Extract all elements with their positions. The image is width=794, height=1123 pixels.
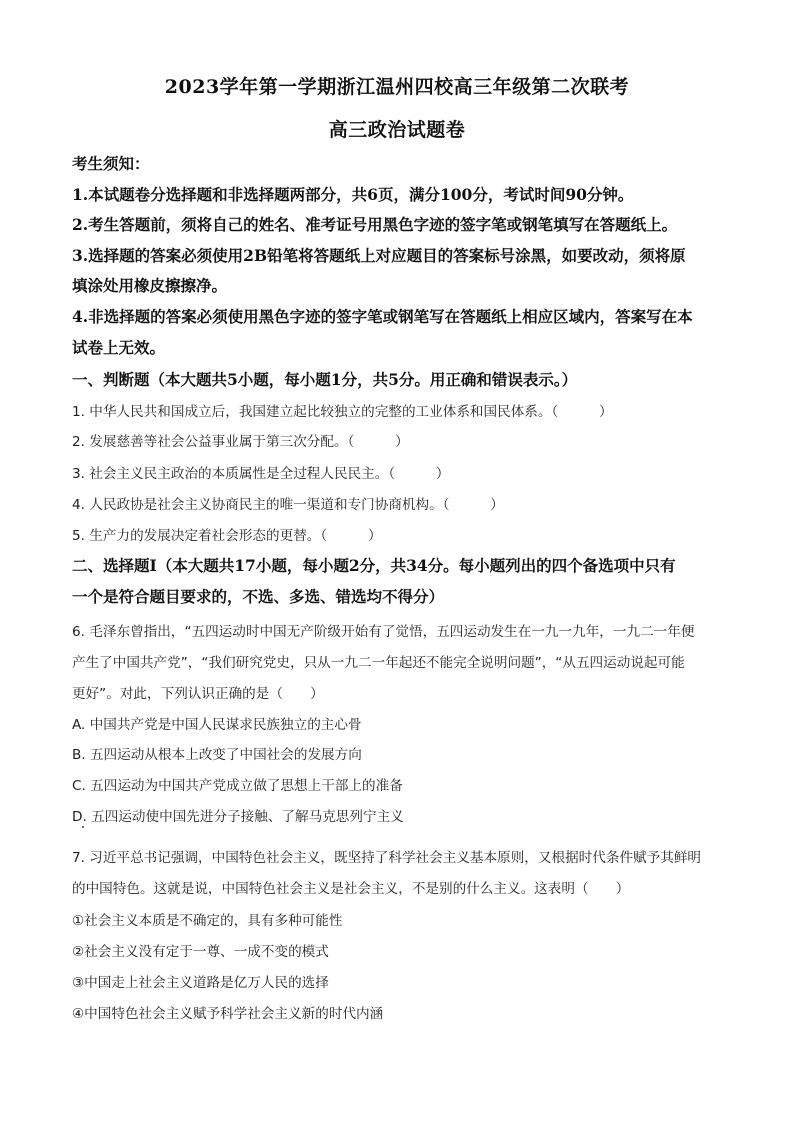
notice-item: 1.本试题卷分选择题和非选择题两部分，共6页，满分100分，考试时间90分钟。 <box>72 185 634 204</box>
notice-item: 试卷上无效。 <box>72 338 166 357</box>
question-item: 4. 人民政协是社会主义协商民主的唯一渠道和专门协商机构。（ ） <box>72 497 504 513</box>
option-b: B. 五四运动从根本上改变了中国社会的发展方向 <box>72 747 362 763</box>
question-stem: 更好”。对此，下列认识正确的是（ ） <box>72 686 324 702</box>
section-heading: 一、判断题（本大题共5小题，每小题1分，共5分。用正确和错误表示。） <box>72 370 578 389</box>
option-a: A. 中国共产党是中国人民谋求民族独立的主心骨 <box>72 717 362 733</box>
statement-item: ②社会主义没有定于一尊、一成不变的模式 <box>72 944 329 960</box>
option-d: D. 五四运动使中国先进分子接触、了解马克思列宁主义 <box>72 809 404 825</box>
question-item: 1. 中华人民共和国成立后，我国建立起比较独立的完整的工业体系和国民体系。（ ） <box>72 404 613 420</box>
question-item: 2. 发展慈善等社会公益事业属于第三次分配。（ ） <box>72 434 409 450</box>
notice-heading: 考生须知： <box>72 154 150 173</box>
statement-item: ④中国特色社会主义赋予科学社会主义新的时代内涵 <box>72 1006 384 1022</box>
stray-dot <box>82 826 84 828</box>
question-stem: 的中国特色。这就是说，中国特色社会主义是社会主义，不是别的什么主义。这表明（ ） <box>72 881 630 897</box>
notice-item: 填涂处用橡皮擦擦净。 <box>72 276 228 295</box>
notice-item: 4.非选择题的答案必须使用黑色字迹的签字笔或钢笔写在答题纸上相应区域内，答案写在本 <box>72 307 693 326</box>
statement-item: ①社会主义本质是不确定的，具有多种可能性 <box>72 913 343 929</box>
exam-title: 2023学年第一学期浙江温州四校高三年级第二次联考 <box>164 76 630 98</box>
notice-item: 3.选择题的答案必须使用2B铅笔将答题纸上对应题目的答案标号涂黑，如要改动，须将原 <box>72 246 686 265</box>
notice-item: 2.考生答题前，须将自己的姓名、准考证号用黑色字迹的签字笔或钢笔填写在答题纸上。 <box>72 215 678 234</box>
question-stem: 产生了中国共产党”，“我们研究党史，只从一九二一年起还不能完全说明问题”，“从五四运动说起可能 <box>72 655 685 671</box>
question-stem: 7. 习近平总书记强调，中国特色社会主义，既坚持了科学社会主义基本原则，又根据时代条件赋予其鲜明 <box>72 850 702 866</box>
question-stem: 6. 毛泽东曾指出，“五四运动时中国无产阶级开始有了觉悟，五四运动发生在一九一九年，一九二一年便 <box>72 624 695 640</box>
statement-item: ③中国走上社会主义道路是亿万人民的选择 <box>72 975 329 991</box>
question-item: 5. 生产力的发展决定着社会形态的更替。（ ） <box>72 528 382 544</box>
question-item: 3. 社会主义民主政治的本质属性是全过程人民民主。（ ） <box>72 466 450 482</box>
section-heading: 一个是符合题目要求的，不选、多选、错选均不得分） <box>72 587 445 606</box>
section-heading: 二、选择题Ⅰ（本大题共17小题，每小题2分，共34分。每小题列出的四个备选项中只有 <box>72 556 676 575</box>
option-c: C. 五四运动为中国共产党成立做了思想上干部上的准备 <box>72 778 403 794</box>
exam-subtitle: 高三政治试题卷 <box>328 119 466 141</box>
